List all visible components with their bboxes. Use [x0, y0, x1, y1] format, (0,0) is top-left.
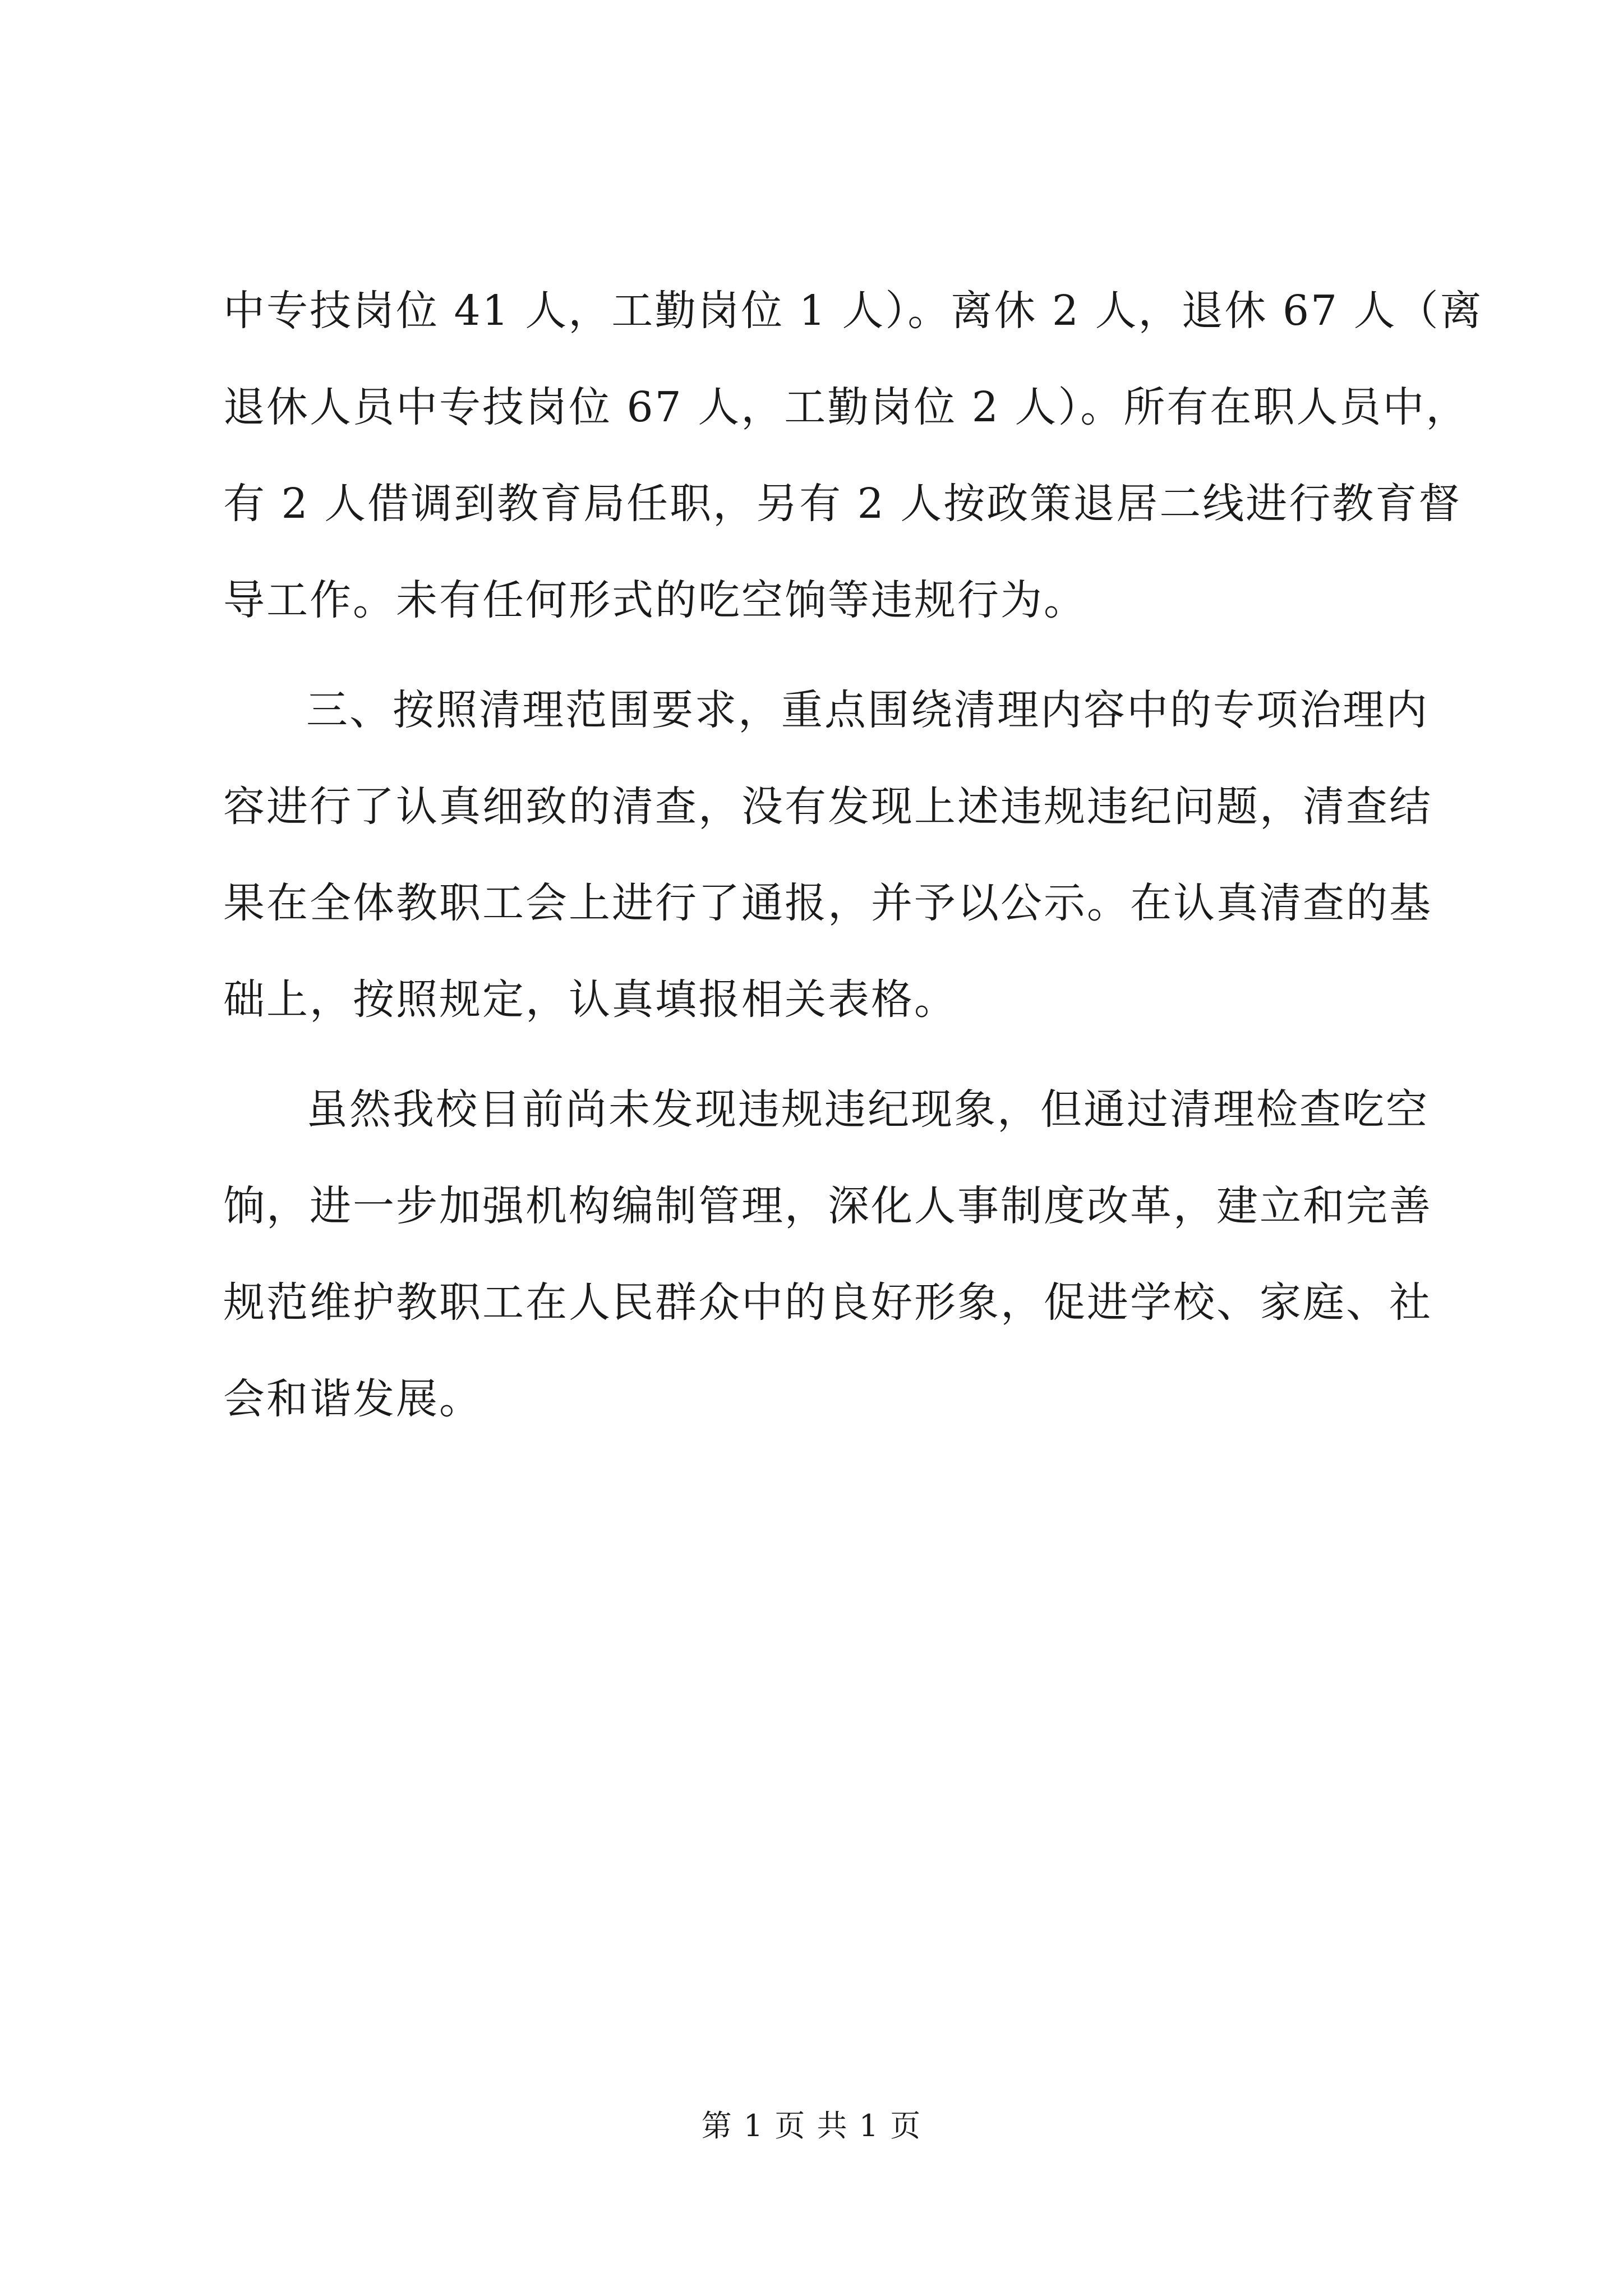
paragraph-line: 导工作。未有任何形式的吃空饷等违规行为。	[223, 576, 1087, 624]
paragraph-spacer	[223, 648, 1423, 662]
paragraph-line: 有 2 人借调到教育局任职，另有 2 人按政策退居二线进行教育督	[223, 480, 1462, 528]
page-footer	[0, 2104, 1623, 2148]
paragraph-line: 容进行了认真细致的清查，没有发现上述违规违纪问题，清查结	[223, 783, 1432, 831]
paragraph-line: 三、按照清理范围要求，重点围绕清理内容中的专项治理内	[306, 686, 1429, 734]
paragraph-3-continued	[223, 1158, 1432, 1447]
paragraph-line: 会和谐发展。	[223, 1375, 482, 1423]
paragraph-line: 中专技岗位 41 人，工勤岗位 1 人）。离休 2 人，退休 67 人（离	[223, 287, 1483, 335]
paragraph-line: 退休人员中专技岗位 67 人，工勤岗位 2 人）。所有在职人员中，	[223, 383, 1469, 431]
page-number-label: 第 1 页 共 1 页	[701, 2108, 922, 2143]
paragraph-line: 规范维护教职工在人民群众中的良好形象，促进学校、家庭、社	[223, 1278, 1432, 1327]
paragraph-line: 虽然我校目前尚未发现违规违纪现象，但通过清理检查吃空	[306, 1085, 1429, 1134]
document-body	[223, 263, 1483, 1447]
paragraph-line: 饷，进一步加强机构编制管理，深化人事制度改革，建立和完善	[223, 1182, 1432, 1230]
paragraph-spacer	[223, 1048, 1423, 1061]
paragraph-2-continued	[223, 758, 1432, 1048]
paragraph-2	[223, 662, 1429, 758]
paragraph-1	[223, 263, 1483, 648]
paragraph-line: 础上，按照规定，认真填报相关表格。	[223, 976, 957, 1024]
paragraph-3	[223, 1061, 1429, 1158]
paragraph-line: 果在全体教职工会上进行了通报，并予以公示。在认真清查的基	[223, 879, 1432, 927]
